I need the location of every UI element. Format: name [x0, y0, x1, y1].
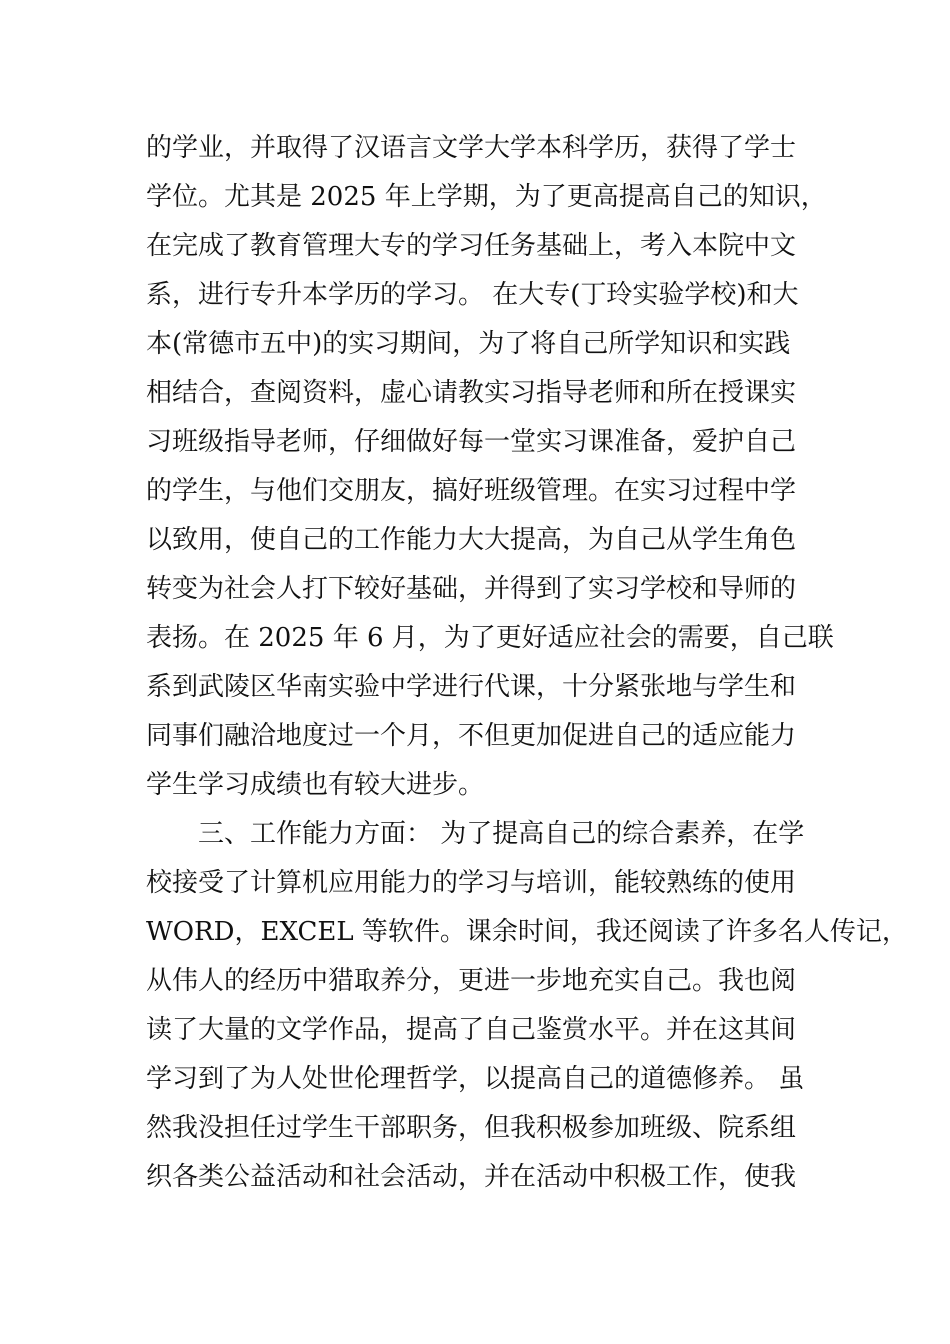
paragraph-2 [146, 810, 908, 1202]
text-line: 系到武陵区华南实验中学进行代课，十分紧张地与学生和 [146, 672, 797, 702]
text-line: 同事们融洽地度过一个月，不但更加促进自己的适应能力 [146, 721, 797, 751]
paragraph-1 [146, 124, 834, 810]
text-line: 本(常德市五中)的实习期间，为了将自己所学知识和实践 [146, 329, 791, 359]
text-line: 三、工作能力方面： 为了提高自己的综合素养，在学 [198, 819, 805, 849]
text-line: 然我没担任过学生干部职务，但我积极参加班级、院系组 [146, 1113, 797, 1143]
text-line: 学位。尤其是 2025 年上学期，为了更高提高自己的知识， [146, 182, 827, 212]
text-line: 学生学习成绩也有较大进步。 [146, 770, 485, 800]
body-text [146, 124, 908, 1202]
text-line: 相结合，查阅资料，虚心请教实习指导老师和所在授课实 [146, 378, 797, 408]
text-line: 系，进行专升本学历的学习。 在大专(丁玲实验学校)和大 [146, 280, 799, 310]
text-line: WORD，EXCEL 等软件。课余时间，我还阅读了许多名人传记， [146, 917, 908, 947]
text-line: 在完成了教育管理大专的学习任务基础上，考入本院中文 [146, 231, 797, 261]
text-line: 织各类公益活动和社会活动，并在活动中积极工作，使我 [146, 1162, 797, 1192]
text-line: 学习到了为人处世伦理哲学，以提高自己的道德修养。 虽 [146, 1064, 805, 1094]
text-line: 从伟人的经历中猎取养分，更进一步地充实自己。我也阅 [146, 966, 797, 996]
text-line: 以致用，使自己的工作能力大大提高，为自己从学生角色 [146, 525, 797, 555]
text-line: 的学生，与他们交朋友，搞好班级管理。在实习过程中学 [146, 476, 797, 506]
text-line: 习班级指导老师，仔细做好每一堂实习课准备，爱护自己 [146, 427, 797, 457]
text-line: 的学业，并取得了汉语言文学大学本科学历，获得了学士 [146, 133, 797, 163]
text-line: 转变为社会人打下较好基础，并得到了实习学校和导师的 [146, 574, 797, 604]
text-line: 校接受了计算机应用能力的学习与培训，能较熟练的使用 [146, 868, 797, 898]
text-line: 表扬。在 2025 年 6 月，为了更好适应社会的需要，自己联 [146, 623, 834, 653]
text-line: 读了大量的文学作品，提高了自己鉴赏水平。并在这其间 [146, 1015, 797, 1045]
